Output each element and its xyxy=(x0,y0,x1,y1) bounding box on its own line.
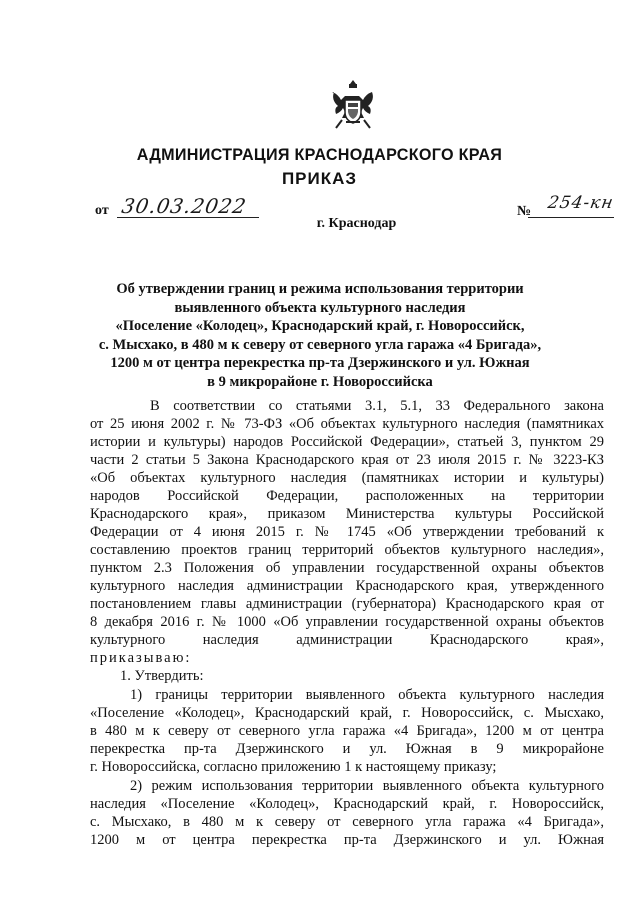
title-line: с. Мысхако, в 480 м к северу от северного угла гаража «4 Бригада», xyxy=(98,336,542,353)
body-line: «Об объектах культурного наследия (памятниках истории и культуры) xyxy=(90,470,604,486)
document-type-heading: ПРИКАЗ xyxy=(281,169,358,188)
body-line: наследия «Поселение «Колодец», Краснодарский край, г. Новороссийск, xyxy=(90,796,604,812)
date-label: от xyxy=(95,203,109,218)
body-line: 8 декабря 2016 г. № 1000 «Об управлении государственной охраны объектов xyxy=(90,614,604,630)
body-line: постановлением главы администрации (губернатора) Краснодарского края от xyxy=(90,596,604,612)
body-line: 1200 м от центра перекрестка пр-та Дзержинского и ул. Южная xyxy=(90,832,604,848)
body-line: Краснодарского края», приказом Министерства культуры Российской xyxy=(90,506,604,522)
body-line: В соответствии со статьями 3.1, 5.1, 33 Федерального закона xyxy=(150,398,604,414)
body-line: 1. Утвердить: xyxy=(120,668,204,684)
body-line: народов Российской Федерации, расположенных на территории xyxy=(90,488,604,504)
body-line: составлению проектов границ территорий объектов культурного наследия», xyxy=(90,542,604,558)
number-underline xyxy=(528,217,614,218)
date-value: 30.03.2022 xyxy=(119,194,249,218)
body-line: пунктом 2.3 Положения об управлении государственной охраны объектов xyxy=(90,560,604,576)
body-line: приказываю: xyxy=(90,650,192,666)
number-label: № xyxy=(517,204,532,219)
document-title xyxy=(80,280,560,392)
title-line: «Поселение «Колодец», Краснодарский край, г. Новороссийск, xyxy=(115,318,525,335)
body-line: г. Новороссийска, согласно приложению 1 к настоящему приказу; xyxy=(90,759,497,775)
body-line: культурного наследия администрации Краснодарского края», xyxy=(90,632,604,648)
coat-of-arms-emblem xyxy=(330,78,376,130)
body-line: части 2 статьи 5 Закона Краснодарского края от 23 июля 2015 г. № 3223-КЗ xyxy=(90,452,604,468)
body-line: истории и культуры) народов Российской Федерации», статьей 3, пунктом 29 xyxy=(90,434,604,450)
body-line: «Поселение «Колодец», Краснодарский край, г. Новороссийск, с. Мысхако, xyxy=(90,705,604,721)
title-line: выявленного объекта культурного наследия xyxy=(174,299,466,316)
body-line: от 25 июня 2002 г. № 73-ФЗ «Об объектах культурного наследия (памятниках xyxy=(90,416,604,432)
body-line: с. Мысхако, в 480 м к северу от северного угла гаража «4 Бригада», xyxy=(90,814,604,830)
body-line: перекрестка пр-та Дзержинского и ул. Южная в 9 микрорайоне xyxy=(90,741,604,757)
body-line: культурного наследия администрации Краснодарского края, утвержденного xyxy=(90,578,604,594)
body-line: 1) границы территории выявленного объекта культурного наследия xyxy=(130,687,604,703)
title-line: в 9 микрорайоне г. Новороссийска xyxy=(207,373,433,390)
body-line: Федерации от 4 июня 2015 г. № 1745 «Об утверждении требований к xyxy=(90,524,604,540)
document-number: 254-кн xyxy=(546,193,616,213)
city-label: г. Краснодар xyxy=(316,216,397,231)
title-line: Об утверждении границ и режима использования территории xyxy=(116,281,524,297)
body-line: 2) режим использования территории выявленного объекта культурного xyxy=(130,778,604,794)
organization-heading: АДМИНИСТРАЦИЯ КРАСНОДАРСКОГО КРАЯ xyxy=(136,145,503,164)
body-line: в 480 м к северу от северного угла гаража «4 Бригада», 1200 м от центра xyxy=(90,723,604,739)
title-line: 1200 м от центра перекрестка пр-та Дзержинского и ул. Южная xyxy=(110,355,530,372)
